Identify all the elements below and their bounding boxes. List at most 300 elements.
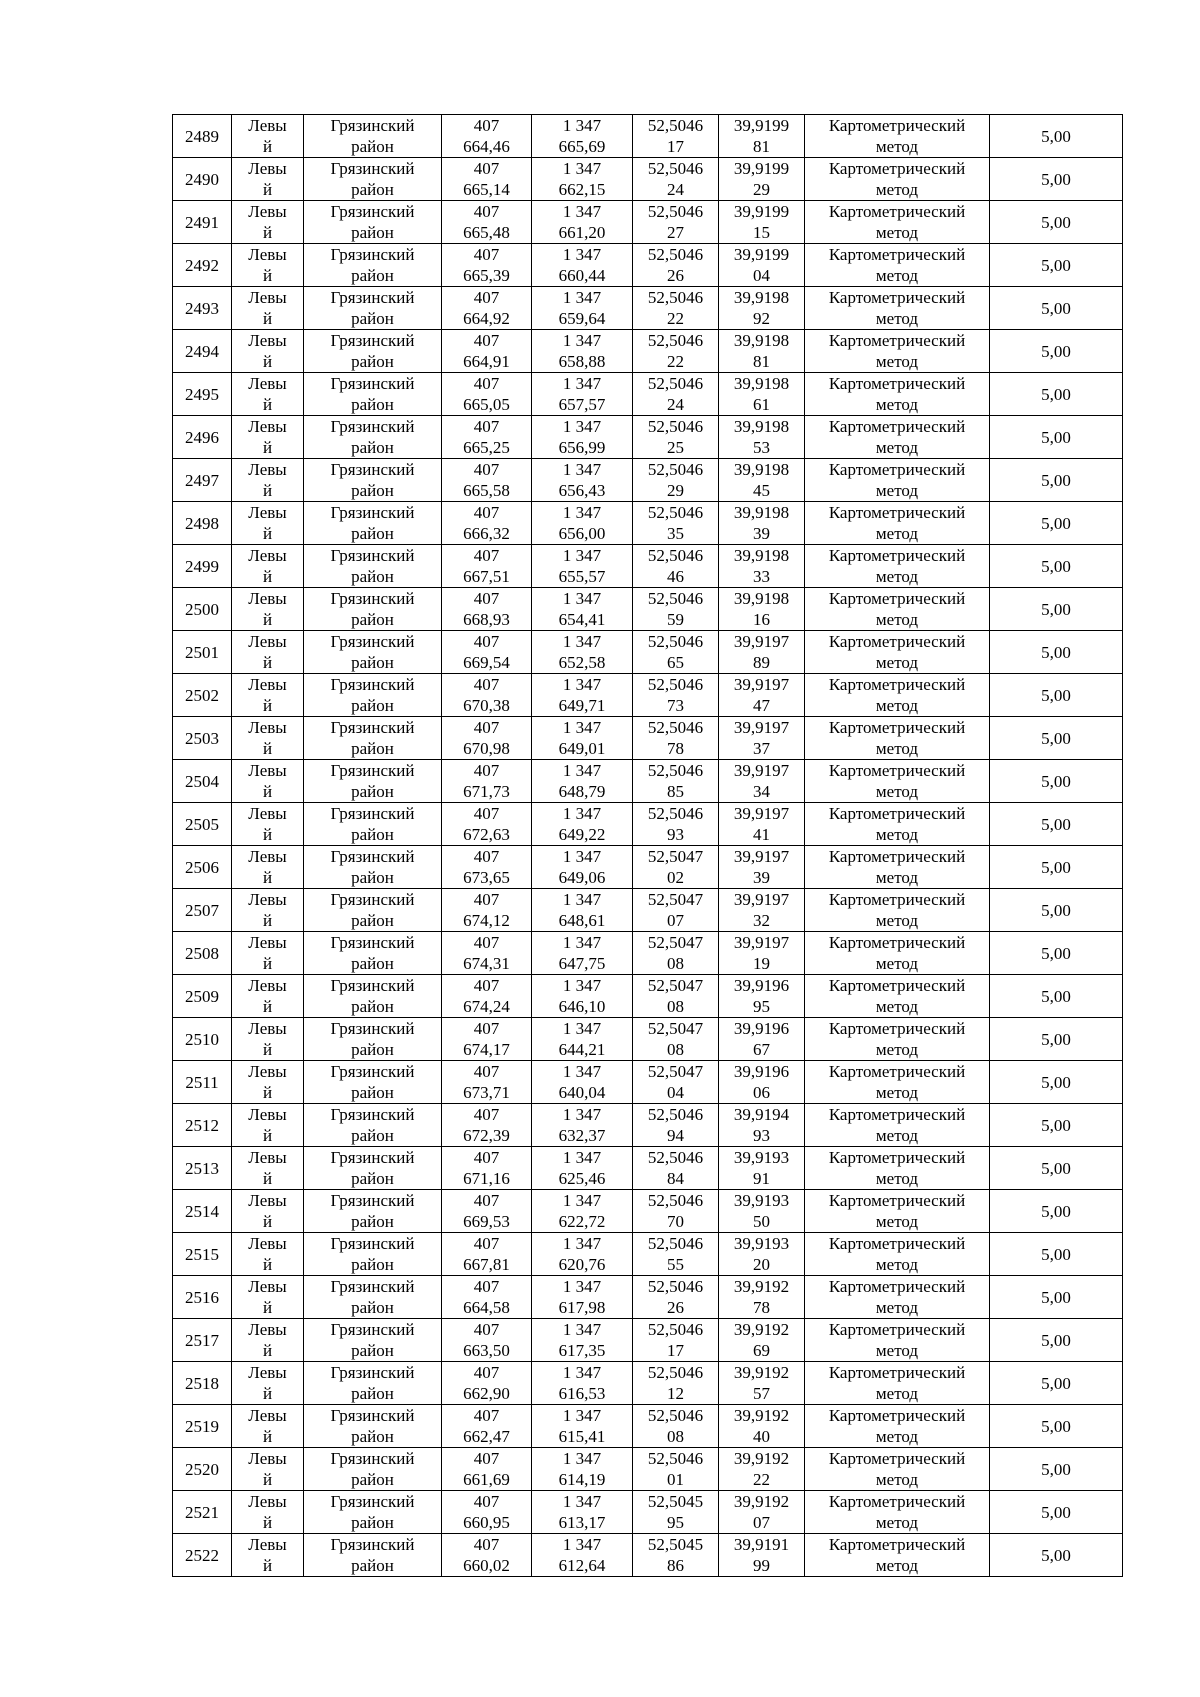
cell-coord-x-line: 665,14 — [463, 180, 510, 199]
cell-coord-y — [532, 330, 633, 373]
cell-method — [805, 1362, 990, 1405]
cell-side — [232, 717, 304, 760]
cell-side-line: й — [262, 954, 273, 973]
cell-latitude — [633, 631, 719, 674]
cell-district-line: Грязинский — [330, 1320, 415, 1339]
cell-side-line: й — [262, 1470, 273, 1489]
cell-side-line: й — [262, 1556, 273, 1575]
cell-coord-y-line: 1 347 — [562, 331, 602, 350]
cell-method-line: Картометрический — [828, 804, 966, 823]
cell-side — [232, 674, 304, 717]
cell-error: 5,00 — [990, 502, 1123, 545]
cell-district — [304, 244, 442, 287]
cell-longitude-line: 39,9192 — [733, 1320, 790, 1339]
cell-latitude — [633, 1018, 719, 1061]
cell-coord-y-line: 1 347 — [562, 245, 602, 264]
cell-coord-x — [442, 373, 532, 416]
cell-side-line: й — [262, 1212, 273, 1231]
cell-coord-x-line: 665,25 — [463, 438, 510, 457]
cell-coord-x — [442, 287, 532, 330]
cell-side-line: Левы — [248, 202, 287, 221]
cell-latitude-line: 52,5046 — [647, 1277, 704, 1296]
cell-method-line: метод — [875, 1470, 919, 1489]
cell-coord-x-line: 664,58 — [463, 1298, 510, 1317]
table-row — [173, 1491, 1123, 1534]
cell-longitude — [719, 1190, 805, 1233]
cell-longitude-line: 39,9199 — [733, 202, 790, 221]
cell-side-line: Левы — [248, 1105, 287, 1124]
cell-longitude-line: 39,9196 — [733, 1062, 790, 1081]
cell-coord-y-line: 649,06 — [558, 868, 606, 887]
cell-method — [805, 244, 990, 287]
cell-method-line: метод — [875, 266, 919, 285]
cell-latitude-line: 52,5046 — [647, 1148, 704, 1167]
cell-coord-x-line: 671,73 — [463, 782, 510, 801]
cell-method-line: метод — [875, 1083, 919, 1102]
cell-coord-x — [442, 416, 532, 459]
cell-error: 5,00 — [990, 416, 1123, 459]
cell-longitude — [719, 760, 805, 803]
cell-coord-y-line: 656,99 — [558, 438, 606, 457]
cell-coord-x-line: 664,46 — [463, 137, 510, 156]
cell-method-line: Картометрический — [828, 847, 966, 866]
cell-latitude-line: 17 — [667, 1341, 684, 1360]
cell-side — [232, 1362, 304, 1405]
cell-coord-y — [532, 803, 633, 846]
cell-coord-y — [532, 1190, 633, 1233]
cell-error: 5,00 — [990, 244, 1123, 287]
cell-point-number: 2497 — [173, 459, 232, 502]
cell-method — [805, 932, 990, 975]
cell-coord-x-line: 407 — [473, 761, 500, 780]
cell-coord-y-line: 1 347 — [562, 374, 602, 393]
cell-side — [232, 1405, 304, 1448]
cell-latitude — [633, 459, 719, 502]
cell-coord-x-line: 407 — [473, 460, 500, 479]
cell-coord-y — [532, 287, 633, 330]
cell-side-line: й — [262, 438, 273, 457]
cell-district-line: Грязинский — [330, 202, 415, 221]
cell-coord-x — [442, 1233, 532, 1276]
cell-side-line: Левы — [248, 417, 287, 436]
cell-district-line: район — [351, 1384, 394, 1403]
cell-longitude-line: 92 — [753, 309, 770, 328]
cell-side-line: й — [262, 567, 273, 586]
cell-coord-x-line: 407 — [473, 1492, 500, 1511]
cell-district — [304, 588, 442, 631]
cell-latitude-line: 52,5045 — [647, 1492, 704, 1511]
cell-longitude-line: 39,9198 — [733, 331, 790, 350]
cell-method — [805, 588, 990, 631]
cell-latitude-line: 17 — [667, 137, 684, 156]
cell-side-line: Левы — [248, 1363, 287, 1382]
cell-method-line: Картометрический — [828, 1363, 966, 1382]
cell-district — [304, 330, 442, 373]
cell-side — [232, 373, 304, 416]
cell-coord-x-line: 665,48 — [463, 223, 510, 242]
cell-coord-x-line: 407 — [473, 503, 500, 522]
cell-district-line: район — [351, 1427, 394, 1446]
table-row — [173, 846, 1123, 889]
cell-side-line: Левы — [248, 1062, 287, 1081]
table-row — [173, 244, 1123, 287]
cell-latitude-line: 22 — [667, 309, 684, 328]
table-row — [173, 1276, 1123, 1319]
cell-coord-y — [532, 1147, 633, 1190]
cell-coord-x — [442, 244, 532, 287]
cell-side-line: й — [262, 610, 273, 629]
cell-coord-x — [442, 1319, 532, 1362]
cell-district-line: Грязинский — [330, 331, 415, 350]
cell-longitude — [719, 287, 805, 330]
cell-method-line: Картометрический — [828, 417, 966, 436]
table-row — [173, 803, 1123, 846]
cell-method — [805, 1190, 990, 1233]
cell-latitude-line: 04 — [667, 1083, 684, 1102]
cell-error: 5,00 — [990, 1534, 1123, 1577]
cell-coord-x-line: 674,12 — [463, 911, 510, 930]
cell-coord-y-line: 1 347 — [562, 503, 602, 522]
cell-method — [805, 1104, 990, 1147]
cell-latitude-line: 24 — [667, 395, 684, 414]
cell-longitude-line: 34 — [753, 782, 770, 801]
cell-side — [232, 158, 304, 201]
cell-method — [805, 1534, 990, 1577]
cell-side-line: Левы — [248, 159, 287, 178]
cell-method-line: Картометрический — [828, 1148, 966, 1167]
cell-latitude-line: 52,5046 — [647, 675, 704, 694]
cell-method-line: метод — [875, 438, 919, 457]
cell-point-number: 2504 — [173, 760, 232, 803]
cell-coord-y-line: 1 347 — [562, 804, 602, 823]
cell-coord-y-line: 622,72 — [558, 1212, 606, 1231]
cell-longitude — [719, 588, 805, 631]
cell-point-number: 2494 — [173, 330, 232, 373]
cell-district-line: район — [351, 438, 394, 457]
cell-district-line: Грязинский — [330, 847, 415, 866]
cell-coord-x-line: 407 — [473, 374, 500, 393]
cell-latitude — [633, 1276, 719, 1319]
cell-side-line: й — [262, 1083, 273, 1102]
cell-district-line: район — [351, 309, 394, 328]
cell-latitude-line: 52,5046 — [647, 1191, 704, 1210]
cell-error: 5,00 — [990, 1018, 1123, 1061]
cell-latitude — [633, 1448, 719, 1491]
cell-side-line: й — [262, 911, 273, 930]
cell-side — [232, 1147, 304, 1190]
cell-coord-y-line: 640,04 — [558, 1083, 606, 1102]
cell-point-number: 2492 — [173, 244, 232, 287]
cell-side — [232, 1276, 304, 1319]
cell-method — [805, 416, 990, 459]
cell-side — [232, 846, 304, 889]
cell-coord-y-line: 612,64 — [558, 1556, 606, 1575]
cell-longitude — [719, 932, 805, 975]
cell-method-line: Картометрический — [828, 589, 966, 608]
cell-district-line: Грязинский — [330, 1492, 415, 1511]
cell-latitude — [633, 1104, 719, 1147]
cell-coord-x-line: 672,63 — [463, 825, 510, 844]
cell-latitude — [633, 373, 719, 416]
cell-coord-x-line: 407 — [473, 159, 500, 178]
cell-error: 5,00 — [990, 1319, 1123, 1362]
cell-latitude-line: 52,5046 — [647, 417, 704, 436]
cell-coord-x-line: 407 — [473, 202, 500, 221]
cell-longitude-line: 39,9192 — [733, 1363, 790, 1382]
cell-latitude-line: 26 — [667, 1298, 684, 1317]
cell-side-line: й — [262, 1040, 273, 1059]
cell-coord-y-line: 646,10 — [558, 997, 606, 1016]
cell-district-line: Грязинский — [330, 1148, 415, 1167]
cell-error: 5,00 — [990, 631, 1123, 674]
cell-method — [805, 330, 990, 373]
cell-district — [304, 1362, 442, 1405]
cell-method-line: Картометрический — [828, 1320, 966, 1339]
cell-side-line: й — [262, 696, 273, 715]
cell-point-number: 2509 — [173, 975, 232, 1018]
cell-coord-x-line: 667,81 — [463, 1255, 510, 1274]
cell-longitude-line: 19 — [753, 954, 770, 973]
cell-coord-x-line: 665,05 — [463, 395, 510, 414]
cell-coord-x — [442, 803, 532, 846]
cell-longitude — [719, 1104, 805, 1147]
cell-side — [232, 459, 304, 502]
cell-coord-y — [532, 1362, 633, 1405]
cell-side-line: й — [262, 1169, 273, 1188]
cell-longitude-line: 47 — [753, 696, 770, 715]
table-body — [173, 115, 1123, 1577]
cell-district-line: Грязинский — [330, 288, 415, 307]
cell-side-line: й — [262, 481, 273, 500]
cell-district — [304, 803, 442, 846]
cell-method-line: метод — [875, 1126, 919, 1145]
cell-method — [805, 545, 990, 588]
cell-coord-x-line: 665,58 — [463, 481, 510, 500]
cell-method — [805, 717, 990, 760]
cell-district — [304, 1018, 442, 1061]
cell-latitude-line: 85 — [667, 782, 684, 801]
cell-longitude — [719, 115, 805, 158]
cell-point-number: 2510 — [173, 1018, 232, 1061]
cell-coord-x — [442, 1104, 532, 1147]
cell-coord-y-line: 1 347 — [562, 1105, 602, 1124]
cell-coord-y — [532, 1448, 633, 1491]
cell-method — [805, 975, 990, 1018]
cell-point-number: 2491 — [173, 201, 232, 244]
cell-method-line: метод — [875, 696, 919, 715]
cell-method-line: метод — [875, 309, 919, 328]
cell-method-line: метод — [875, 1169, 919, 1188]
cell-coord-x — [442, 889, 532, 932]
cell-longitude-line: 39,9198 — [733, 589, 790, 608]
cell-method-line: метод — [875, 610, 919, 629]
cell-side-line: Левы — [248, 976, 287, 995]
cell-longitude-line: 57 — [753, 1384, 770, 1403]
cell-coord-y-line: 647,75 — [558, 954, 606, 973]
cell-method-line: метод — [875, 1556, 919, 1575]
cell-latitude-line: 52,5046 — [647, 460, 704, 479]
cell-latitude-line: 35 — [667, 524, 684, 543]
cell-latitude-line: 52,5046 — [647, 761, 704, 780]
cell-side — [232, 502, 304, 545]
cell-longitude-line: 69 — [753, 1341, 770, 1360]
table-row — [173, 1104, 1123, 1147]
cell-method-line: Картометрический — [828, 1019, 966, 1038]
cell-coord-x — [442, 1491, 532, 1534]
cell-method-line: Картометрический — [828, 374, 966, 393]
cell-coord-y-line: 1 347 — [562, 417, 602, 436]
cell-error: 5,00 — [990, 760, 1123, 803]
cell-district-line: район — [351, 1298, 394, 1317]
cell-district-line: район — [351, 911, 394, 930]
cell-side — [232, 889, 304, 932]
table-row — [173, 287, 1123, 330]
cell-method-line: Картометрический — [828, 288, 966, 307]
cell-district-line: район — [351, 739, 394, 758]
cell-district — [304, 502, 442, 545]
cell-coord-y — [532, 201, 633, 244]
cell-longitude — [719, 631, 805, 674]
cell-point-number: 2493 — [173, 287, 232, 330]
cell-coord-x-line: 668,93 — [463, 610, 510, 629]
cell-point-number: 2490 — [173, 158, 232, 201]
cell-side — [232, 201, 304, 244]
cell-error: 5,00 — [990, 889, 1123, 932]
cell-coord-y-line: 1 347 — [562, 890, 602, 909]
cell-longitude-line: 07 — [753, 1513, 770, 1532]
cell-side-line: Левы — [248, 632, 287, 651]
cell-method — [805, 846, 990, 889]
cell-longitude — [719, 1448, 805, 1491]
cell-method-line: Картометрический — [828, 976, 966, 995]
cell-latitude-line: 55 — [667, 1255, 684, 1274]
cell-latitude-line: 02 — [667, 868, 684, 887]
cell-method — [805, 1061, 990, 1104]
cell-coord-y — [532, 846, 633, 889]
cell-method — [805, 1491, 990, 1534]
cell-side — [232, 1233, 304, 1276]
table-row — [173, 1362, 1123, 1405]
cell-coord-y-line: 652,58 — [558, 653, 606, 672]
cell-coord-x-line: 407 — [473, 632, 500, 651]
cell-coord-y-line: 1 347 — [562, 1363, 602, 1382]
cell-point-number: 2498 — [173, 502, 232, 545]
cell-latitude-line: 52,5046 — [647, 116, 704, 135]
cell-district — [304, 717, 442, 760]
cell-coord-x-line: 407 — [473, 1320, 500, 1339]
cell-longitude-line: 39,9194 — [733, 1105, 790, 1124]
table-row — [173, 1405, 1123, 1448]
cell-error: 5,00 — [990, 717, 1123, 760]
cell-longitude-line: 39,9196 — [733, 1019, 790, 1038]
cell-district-line: Грязинский — [330, 1277, 415, 1296]
cell-side-line: Левы — [248, 847, 287, 866]
cell-side — [232, 1448, 304, 1491]
cell-coord-x — [442, 545, 532, 588]
cell-method — [805, 1276, 990, 1319]
cell-latitude-line: 52,5046 — [647, 1105, 704, 1124]
cell-coord-x — [442, 1534, 532, 1577]
cell-longitude-line: 06 — [753, 1083, 770, 1102]
cell-district-line: Грязинский — [330, 761, 415, 780]
cell-coord-y-line: 614,19 — [558, 1470, 606, 1489]
cell-district — [304, 1534, 442, 1577]
cell-coord-y-line: 1 347 — [562, 159, 602, 178]
cell-method-line: метод — [875, 782, 919, 801]
cell-method-line: метод — [875, 1427, 919, 1446]
cell-longitude-line: 20 — [753, 1255, 770, 1274]
cell-side-line: й — [262, 352, 273, 371]
cell-side-line: Левы — [248, 1277, 287, 1296]
cell-coord-y — [532, 889, 633, 932]
cell-district-line: район — [351, 567, 394, 586]
cell-longitude-line: 50 — [753, 1212, 770, 1231]
cell-point-number: 2522 — [173, 1534, 232, 1577]
cell-longitude-line: 39,9193 — [733, 1191, 790, 1210]
cell-coord-x-line: 407 — [473, 1062, 500, 1081]
cell-latitude-line: 52,5046 — [647, 374, 704, 393]
cell-district-line: Грязинский — [330, 546, 415, 565]
cell-latitude-line: 52,5046 — [647, 288, 704, 307]
cell-district-line: Грязинский — [330, 976, 415, 995]
cell-coord-x-line: 407 — [473, 1449, 500, 1468]
cell-coord-x-line: 660,02 — [463, 1556, 510, 1575]
cell-latitude — [633, 287, 719, 330]
cell-coord-y-line: 1 347 — [562, 675, 602, 694]
cell-coord-y — [532, 1319, 633, 1362]
cell-longitude-line: 39,9198 — [733, 546, 790, 565]
cell-longitude-line: 41 — [753, 825, 770, 844]
cell-error: 5,00 — [990, 803, 1123, 846]
cell-latitude-line: 52,5047 — [647, 976, 704, 995]
cell-latitude-line: 27 — [667, 223, 684, 242]
cell-method-line: Картометрический — [828, 1492, 966, 1511]
cell-coord-x — [442, 717, 532, 760]
cell-coord-y-line: 1 347 — [562, 1191, 602, 1210]
cell-district-line: Грязинский — [330, 804, 415, 823]
cell-district-line: район — [351, 1126, 394, 1145]
cell-latitude — [633, 244, 719, 287]
cell-method-line: Картометрический — [828, 159, 966, 178]
cell-coord-x-line: 667,51 — [463, 567, 510, 586]
cell-latitude-line: 52,5046 — [647, 718, 704, 737]
cell-coord-y-line: 657,57 — [558, 395, 606, 414]
cell-side — [232, 115, 304, 158]
cell-side-line: й — [262, 1255, 273, 1274]
cell-longitude — [719, 1147, 805, 1190]
cell-district-line: район — [351, 825, 394, 844]
cell-longitude-line: 95 — [753, 997, 770, 1016]
cell-coord-y — [532, 975, 633, 1018]
cell-coord-y — [532, 115, 633, 158]
cell-side-line: Левы — [248, 1148, 287, 1167]
cell-latitude-line: 52,5047 — [647, 933, 704, 952]
cell-method — [805, 1147, 990, 1190]
cell-coord-y-line: 1 347 — [562, 288, 602, 307]
cell-coord-x-line: 407 — [473, 417, 500, 436]
cell-coord-x-line: 407 — [473, 288, 500, 307]
cell-coord-y-line: 649,01 — [558, 739, 606, 758]
cell-side-line: й — [262, 997, 273, 1016]
cell-coord-y — [532, 502, 633, 545]
cell-coord-y — [532, 373, 633, 416]
cell-coord-x — [442, 1276, 532, 1319]
cell-latitude-line: 46 — [667, 567, 684, 586]
cell-district — [304, 674, 442, 717]
cell-latitude-line: 52,5045 — [647, 1535, 704, 1554]
cell-side-line: Левы — [248, 1406, 287, 1425]
cell-longitude-line: 99 — [753, 1556, 770, 1575]
